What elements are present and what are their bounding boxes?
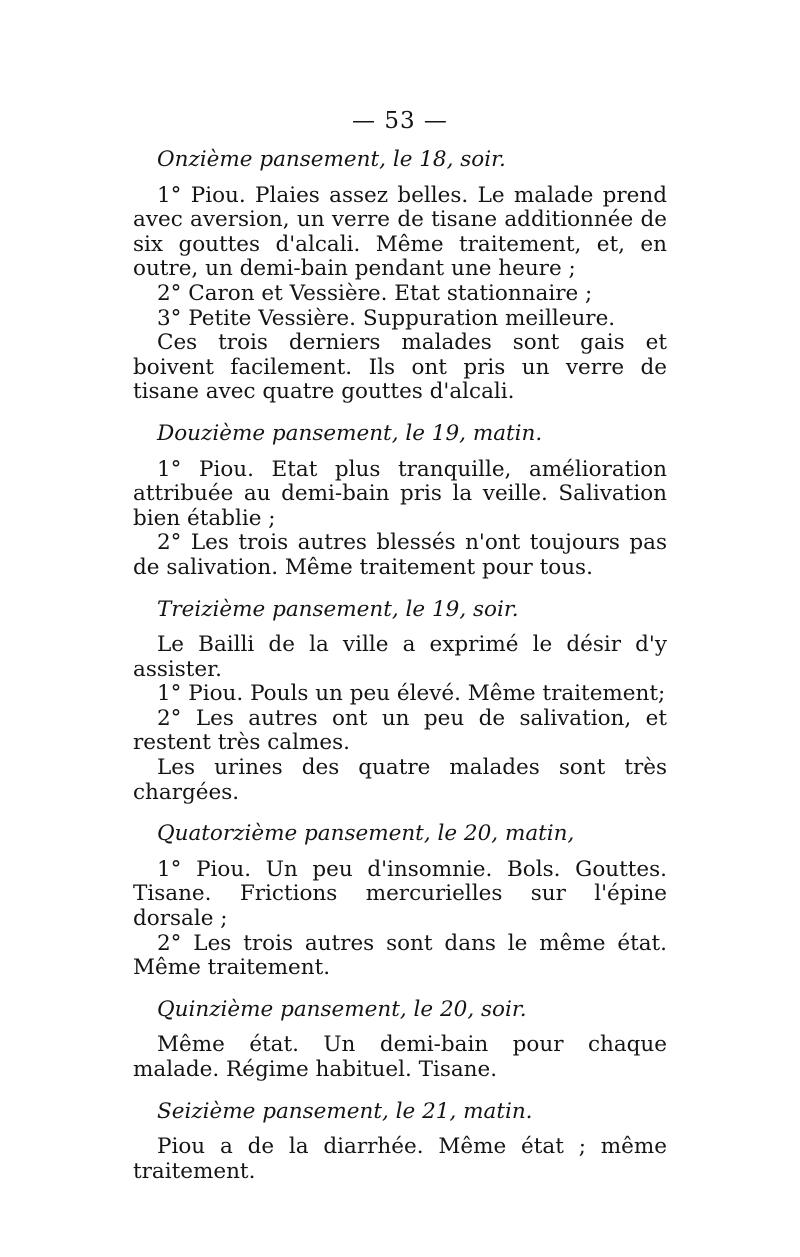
paragraph: Ces trois derniers malades sont gais et boivent facilement. Ils ont pris un verre de tisane avec quatre gouttes d'alcali. (133, 330, 667, 405)
heading-title: Onzième pansement (157, 147, 380, 172)
section-heading: Douzième pansement, le 19, matin. (157, 420, 543, 446)
paragraph: Même état. Un demi-bain pour chaque malade. Régime habituel. Tisane. (133, 1032, 667, 1082)
heading-date: le 20, matin, (437, 821, 575, 847)
section-heading: Seizième pansement, le 21, matin. (157, 1098, 533, 1124)
heading-title: Quinzième pansement (157, 996, 400, 1022)
section-quinzieme (133, 998, 667, 1083)
heading-title: Quatorzième pansement (157, 821, 424, 847)
paragraph: 3° Petite Vessière. Suppuration meilleure. (157, 305, 616, 331)
page-number: — 53 — (352, 108, 448, 134)
paragraph: 1° Piou. Etat plus tranquille, amélioration attribuée au demi-bain pris la veille. Salivation bien établie ; (133, 456, 667, 531)
heading-title: Treizième pansement (157, 596, 392, 622)
heading-date: le 21, matin. (395, 1098, 533, 1124)
section-heading: Treizième pansement, le 19, soir. (157, 596, 519, 622)
section-quatorzieme (133, 822, 667, 981)
paragraph: Piou a de la diarrhée. Même état ; même traitement. (133, 1134, 667, 1184)
heading-title: Douzième pansement (157, 420, 392, 446)
heading-title: Seizième pansement (157, 1098, 382, 1124)
section-heading: Onzième pansement, le 18, soir. (157, 147, 506, 172)
paragraph: 1° Piou. Pouls un peu élevé. Même traitement; (157, 681, 666, 707)
paragraph: 2° Caron et Vessière. Etat stationnaire ; (157, 280, 593, 306)
heading-date: le 18, soir. (392, 147, 506, 172)
section-heading: Quatorzième pansement, le 20, matin, (157, 821, 575, 847)
paragraph: 1° Piou. Plaies assez belles. Le malade prend avec aversion, un verre de tisane additionnée de six gouttes d'alcali. Même traitement, et, en outre, un demi-bain pendant une heure ; (133, 182, 667, 282)
paragraph: 2° Les trois autres sont dans le même état. Même traitement. (133, 930, 667, 981)
section-heading: Quinzième pansement, le 20, soir. (157, 996, 527, 1022)
paragraph: 1° Piou. Un peu d'insomnie. Bols. Gouttes. Tisane. Frictions mercurielles sur l'épine dorsale ; (133, 856, 667, 932)
section-treizieme (133, 598, 667, 806)
heading-date: le 19, soir. (405, 596, 519, 622)
paragraph: 2° Les trois autres blessés n'ont toujours pas de salivation. Même traitement pour tous. (133, 530, 667, 580)
section-onzieme (133, 148, 667, 405)
paragraph: Les urines des quatre malades sont très chargées. (133, 755, 667, 805)
heading-date: le 19, matin. (405, 420, 543, 446)
paragraph: 2° Les autres ont un peu de salivation, et restent très calmes. (133, 705, 667, 756)
heading-date: le 20, soir. (413, 996, 527, 1022)
section-douzieme (133, 422, 667, 581)
paragraph: Le Bailli de la ville a exprimé le désir d'y assister. (133, 632, 667, 682)
section-seizieme (133, 1100, 667, 1185)
page-body (133, 148, 667, 1184)
